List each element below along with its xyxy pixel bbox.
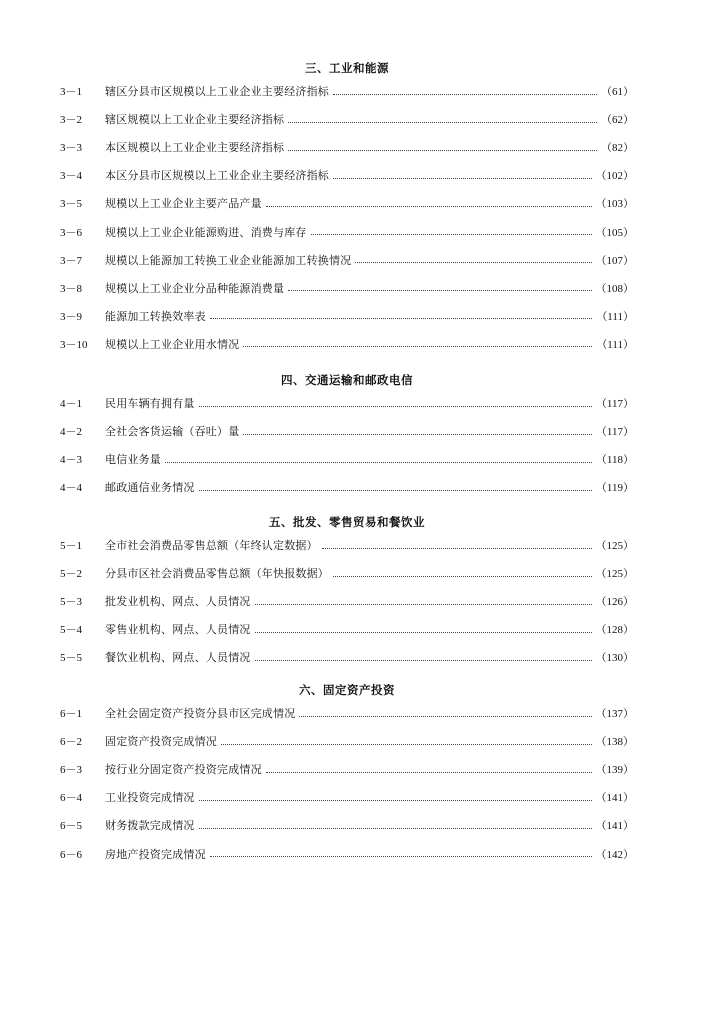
leader-dots — [266, 206, 592, 207]
entry-label: 邮政通信业务情况 — [105, 481, 195, 495]
entry-page-number: （119） — [595, 482, 634, 495]
entry-label: 规模以上工业企业用水情况 — [105, 337, 240, 351]
entry-number: 3－8 — [60, 282, 82, 295]
toc-entry[interactable] — [60, 588, 634, 616]
entry-page-number: （111） — [596, 310, 634, 323]
toc-entry[interactable] — [60, 812, 634, 840]
leader-dots — [311, 234, 592, 235]
toc-entry[interactable] — [60, 303, 634, 331]
toc-entry[interactable] — [60, 700, 634, 728]
toc-entry[interactable] — [60, 134, 634, 162]
entry-number: 6－2 — [60, 736, 82, 749]
leader-dots — [322, 548, 592, 549]
leader-dots — [243, 434, 592, 435]
leader-dots — [221, 744, 592, 745]
toc-entry[interactable] — [60, 78, 634, 106]
toc-entry[interactable] — [60, 446, 634, 474]
entry-number: 6－5 — [60, 820, 82, 833]
toc-entry[interactable] — [60, 162, 634, 190]
toc-entry[interactable] — [60, 418, 634, 446]
entry-label: 工业投资完成情况 — [105, 791, 195, 805]
leader-dots — [333, 94, 597, 95]
entry-page-number: （137） — [595, 708, 634, 721]
entry-page-number: （117） — [595, 398, 634, 411]
toc-entry[interactable] — [60, 218, 634, 246]
entry-page-number: （142） — [595, 848, 634, 861]
entry-label: 本区分县市区规模以上工业企业主要经济指标 — [105, 169, 329, 183]
entry-page-number: （117） — [595, 426, 634, 439]
entry-label: 规模以上工业企业主要产品产量 — [105, 197, 262, 211]
entry-number: 5－2 — [60, 568, 82, 581]
entry-page-number: （103） — [595, 198, 634, 211]
entry-number: 5－4 — [60, 624, 82, 637]
toc-entry[interactable] — [60, 474, 634, 502]
entry-label: 能源加工转换效率表 — [105, 309, 206, 323]
leader-dots — [255, 632, 592, 633]
entry-label: 全市社会消费品零售总额（年终认定数据） — [105, 539, 318, 553]
entry-label: 全社会客货运输（吞吐）量 — [105, 425, 240, 439]
entry-number: 3－1 — [60, 86, 82, 99]
entry-page-number: （141） — [595, 792, 634, 805]
entry-page-number: （139） — [595, 764, 634, 777]
entry-number: 4－3 — [60, 454, 82, 467]
entry-number: 3－2 — [60, 114, 82, 127]
entry-page-number: （130） — [595, 652, 634, 665]
toc-entry[interactable] — [60, 560, 634, 588]
entry-page-number: （107） — [595, 254, 634, 267]
entry-page-number: （82） — [601, 142, 634, 155]
section-title: 三、工业和能源 — [305, 61, 389, 75]
entry-number: 6－1 — [60, 708, 82, 721]
entry-label: 规模以上能源加工转换工业企业能源加工转换情况 — [105, 253, 352, 267]
entry-page-number: （61） — [601, 86, 634, 99]
entry-label: 辖区规模以上工业企业主要经济指标 — [105, 113, 285, 127]
leader-dots — [210, 318, 593, 319]
section-title: 五、批发、零售贸易和餐饮业 — [269, 515, 425, 529]
entry-number: 3－4 — [60, 170, 82, 183]
entry-label: 辖区分县市区规模以上工业企业主要经济指标 — [105, 85, 329, 99]
leader-dots — [199, 490, 592, 491]
entry-label: 分县市区社会消费品零售总额（年快报数据） — [105, 567, 329, 581]
leader-dots — [288, 150, 597, 151]
leader-dots — [355, 262, 591, 263]
entry-number: 6－3 — [60, 764, 82, 777]
leader-dots — [299, 716, 591, 717]
toc-entry[interactable] — [60, 390, 634, 418]
toc-entry[interactable] — [60, 247, 634, 275]
section-title: 六、固定资产投资 — [299, 683, 395, 697]
leader-dots — [199, 406, 592, 407]
leader-dots — [333, 178, 592, 179]
toc-entry[interactable] — [60, 106, 634, 134]
leader-dots — [255, 604, 592, 605]
entry-label: 批发业机构、网点、人员情况 — [105, 595, 251, 609]
entry-number: 3－10 — [60, 338, 88, 351]
entry-number: 3－3 — [60, 142, 82, 155]
entry-label: 按行业分固定资产投资完成情况 — [105, 763, 262, 777]
entry-number: 5－1 — [60, 540, 82, 553]
leader-dots — [210, 856, 592, 857]
entry-label: 规模以上工业企业分品种能源消费量 — [105, 281, 285, 295]
entry-number: 6－4 — [60, 792, 82, 805]
entry-number: 4－1 — [60, 398, 82, 411]
toc-entry[interactable] — [60, 190, 634, 218]
entry-page-number: （111） — [596, 338, 634, 351]
entry-page-number: （138） — [595, 736, 634, 749]
entry-number: 4－2 — [60, 426, 82, 439]
toc-entry[interactable] — [60, 616, 634, 644]
toc-entry[interactable] — [60, 644, 634, 672]
toc-section-industry-energy — [60, 58, 634, 359]
toc-entry[interactable] — [60, 784, 634, 812]
entry-number: 3－6 — [60, 226, 82, 239]
leader-dots — [266, 772, 592, 773]
leader-dots — [199, 828, 592, 829]
leader-dots — [243, 346, 592, 347]
leader-dots — [288, 122, 597, 123]
entry-number: 5－5 — [60, 652, 82, 665]
leader-dots — [333, 576, 592, 577]
leader-dots — [255, 660, 592, 661]
entry-number: 3－9 — [60, 310, 82, 323]
entry-page-number: （128） — [595, 624, 634, 637]
toc-section-fixed-asset-investment — [60, 680, 634, 869]
entry-page-number: （125） — [595, 568, 634, 581]
toc-entry[interactable] — [60, 728, 634, 756]
entry-page-number: （118） — [595, 454, 634, 467]
entry-label: 规模以上工业企业能源购进、消费与库存 — [105, 225, 307, 239]
entry-number: 6－6 — [60, 848, 82, 861]
leader-dots — [288, 290, 591, 291]
toc-section-wholesale-retail — [60, 512, 634, 672]
entry-page-number: （62） — [601, 114, 634, 127]
section-title: 四、交通运输和邮政电信 — [281, 373, 413, 387]
entry-label: 房地产投资完成情况 — [105, 847, 206, 861]
entry-page-number: （126） — [595, 596, 634, 609]
leader-dots — [199, 800, 592, 801]
entry-label: 民用车辆有拥有量 — [105, 397, 195, 411]
entry-page-number: （102） — [595, 170, 634, 183]
entry-label: 全社会固定资产投资分县市区完成情况 — [105, 707, 296, 721]
entry-number: 4－4 — [60, 482, 82, 495]
leader-dots — [165, 462, 592, 463]
toc-entry[interactable] — [60, 331, 634, 359]
toc-entry[interactable] — [60, 532, 634, 560]
entry-label: 财务拨款完成情况 — [105, 819, 195, 833]
toc-entry[interactable] — [60, 840, 634, 868]
entry-label: 电信业务量 — [105, 453, 161, 467]
toc-entry[interactable] — [60, 275, 634, 303]
entry-number: 3－7 — [60, 254, 82, 267]
entry-page-number: （125） — [595, 540, 634, 553]
toc-entry[interactable] — [60, 756, 634, 784]
entry-number: 5－3 — [60, 596, 82, 609]
entry-page-number: （141） — [595, 820, 634, 833]
entry-page-number: （108） — [595, 282, 634, 295]
entry-label: 餐饮业机构、网点、人员情况 — [105, 651, 251, 665]
entry-number: 3－5 — [60, 198, 82, 211]
toc-section-transport-telecom — [60, 370, 634, 502]
entry-label: 固定资产投资完成情况 — [105, 735, 217, 749]
entry-label: 零售业机构、网点、人员情况 — [105, 623, 251, 637]
entry-label: 本区规模以上工业企业主要经济指标 — [105, 141, 285, 155]
entry-page-number: （105） — [595, 226, 634, 239]
